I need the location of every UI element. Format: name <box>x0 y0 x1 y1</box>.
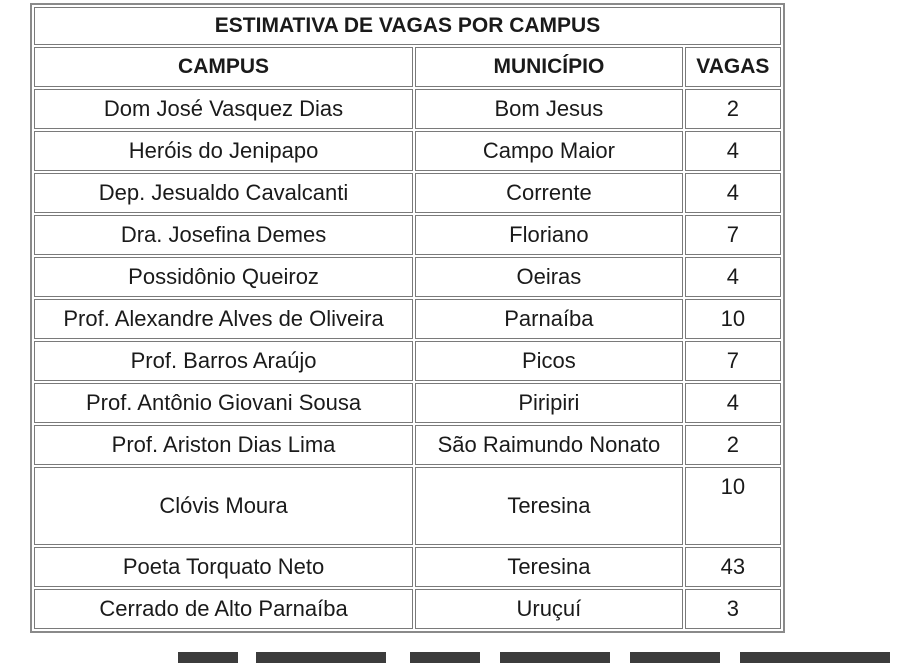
cell-municipio: Piripiri <box>415 383 683 423</box>
table-row <box>34 131 781 171</box>
text-fragment <box>410 652 480 663</box>
cell-municipio: São Raimundo Nonato <box>415 425 683 465</box>
cell-vagas: 2 <box>685 89 781 129</box>
text-fragment <box>178 652 238 663</box>
table-row <box>34 467 781 545</box>
table-header-row <box>34 47 781 87</box>
table-row <box>34 425 781 465</box>
cell-campus: Cerrado de Alto Parnaíba <box>34 589 413 629</box>
vagas-table-container <box>30 3 785 633</box>
cell-vagas: 4 <box>685 173 781 213</box>
table-row <box>34 173 781 213</box>
cell-municipio: Picos <box>415 341 683 381</box>
cell-campus: Dep. Jesualdo Cavalcanti <box>34 173 413 213</box>
cell-vagas: 7 <box>685 215 781 255</box>
table-row <box>34 589 781 629</box>
table-row <box>34 547 781 587</box>
cell-campus: Clóvis Moura <box>34 467 413 545</box>
cell-municipio: Bom Jesus <box>415 89 683 129</box>
cell-vagas: 10 <box>685 299 781 339</box>
table-row <box>34 89 781 129</box>
table-row <box>34 257 781 297</box>
text-fragment <box>500 652 610 663</box>
cell-vagas: 10 <box>685 467 781 545</box>
table-row <box>34 341 781 381</box>
cell-vagas: 4 <box>685 257 781 297</box>
cell-vagas: 43 <box>685 547 781 587</box>
header-campus: CAMPUS <box>34 47 413 87</box>
cell-vagas: 7 <box>685 341 781 381</box>
cell-vagas: 3 <box>685 589 781 629</box>
table-title-row <box>34 7 781 45</box>
cell-campus: Prof. Antônio Giovani Sousa <box>34 383 413 423</box>
cell-campus: Prof. Alexandre Alves de Oliveira <box>34 299 413 339</box>
cell-municipio: Teresina <box>415 467 683 545</box>
cell-vagas: 4 <box>685 131 781 171</box>
cell-campus: Poeta Torquato Neto <box>34 547 413 587</box>
cell-campus: Heróis do Jenipapo <box>34 131 413 171</box>
cell-campus: Dom José Vasquez Dias <box>34 89 413 129</box>
cell-municipio: Teresina <box>415 547 683 587</box>
cell-campus: Possidônio Queiroz <box>34 257 413 297</box>
cell-campus: Prof. Ariston Dias Lima <box>34 425 413 465</box>
cell-vagas: 4 <box>685 383 781 423</box>
table-row <box>34 383 781 423</box>
cell-campus: Prof. Barros Araújo <box>34 341 413 381</box>
cell-municipio: Uruçuí <box>415 589 683 629</box>
cell-municipio: Parnaíba <box>415 299 683 339</box>
table-row <box>34 215 781 255</box>
cell-municipio: Corrente <box>415 173 683 213</box>
cell-municipio: Campo Maior <box>415 131 683 171</box>
cell-vagas: 2 <box>685 425 781 465</box>
table-title: ESTIMATIVA DE VAGAS POR CAMPUS <box>34 7 781 45</box>
cell-municipio: Oeiras <box>415 257 683 297</box>
text-fragment <box>256 652 386 663</box>
vagas-table <box>30 3 785 633</box>
text-fragment <box>740 652 890 663</box>
cell-campus: Dra. Josefina Demes <box>34 215 413 255</box>
table-row <box>34 299 781 339</box>
cut-off-text-line <box>0 652 900 663</box>
header-municipio: MUNICÍPIO <box>415 47 683 87</box>
text-fragment <box>630 652 720 663</box>
header-vagas: VAGAS <box>685 47 781 87</box>
cell-municipio: Floriano <box>415 215 683 255</box>
